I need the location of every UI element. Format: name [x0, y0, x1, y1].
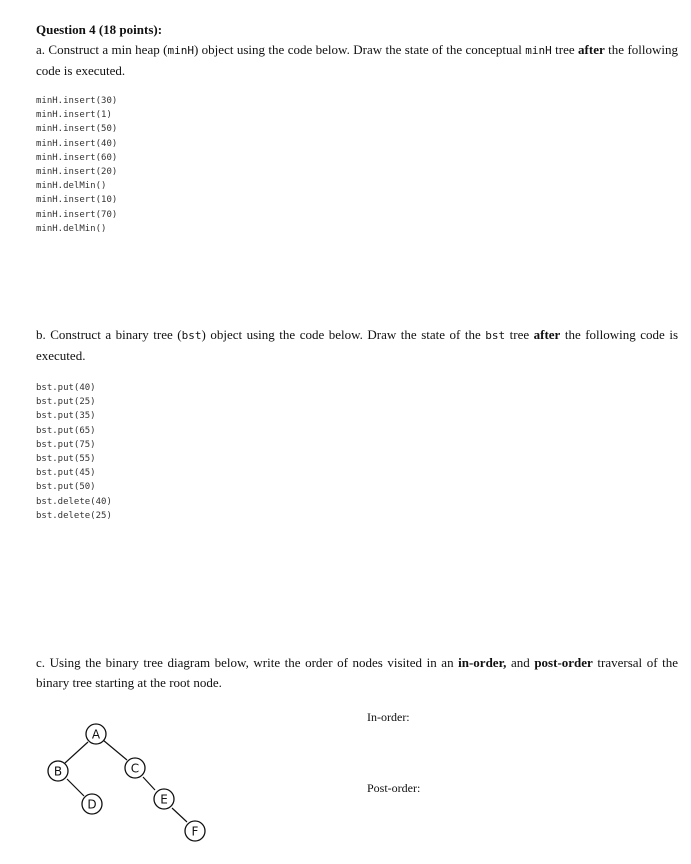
tree-node-b [48, 761, 68, 781]
tree-node-f [185, 821, 205, 841]
svg-text:A: A [91, 727, 101, 742]
minh-code-ref-2: minH [525, 44, 552, 57]
tree-edge [143, 777, 155, 790]
binary-tree-svg [36, 710, 216, 850]
code-line: minH.delMin() [36, 181, 107, 192]
code-line: minH.insert(40) [36, 138, 118, 149]
bst-code-ref-2: bst [485, 329, 506, 342]
part-b-instructions: b. Construct a binary tree (bst) object using the code below. Draw the state of the bst tree after the following code is executed. [36, 327, 679, 363]
code-line: minH.insert(60) [36, 152, 118, 163]
tree-edge [172, 808, 187, 822]
code-line: minH.insert(1) [36, 110, 112, 121]
part-a-instructions: a. Construct a min heap (minH) object using the code below. Draw the state of the conceptual minH tree after the following code is executed. [36, 42, 678, 78]
code-line: minH.insert(30) [36, 96, 118, 106]
tree-node-e [154, 789, 174, 809]
tree-node-d [82, 794, 102, 814]
part-c-instructions: c. Using the binary tree diagram below, write the order of nodes visited in an in-order, and post-order traversal of the binary tree starting at the root node. [36, 655, 678, 690]
tree-edge [67, 779, 84, 796]
code-line: bst.put(65) [36, 425, 96, 436]
code-line: minH.insert(50) [36, 124, 118, 135]
part-a-code-block [36, 94, 117, 236]
code-line: bst.put(55) [36, 454, 96, 465]
postorder-label: Post-order: [367, 781, 421, 795]
svg-text:D: D [87, 797, 97, 812]
code-line: bst.put(40) [36, 383, 96, 393]
svg-text:C: C [130, 761, 140, 776]
bst-code-ref: bst [181, 329, 202, 342]
tree-edge [103, 740, 127, 760]
code-line: bst.delete(25) [36, 510, 112, 521]
inorder-label: In-order: [367, 710, 410, 724]
code-line: minH.insert(70) [36, 209, 118, 220]
code-line: bst.put(75) [36, 439, 96, 450]
tree-node-a [86, 724, 106, 744]
svg-text:B: B [53, 764, 63, 779]
code-line: bst.put(25) [36, 397, 96, 408]
question-title: Question 4 (18 points): [36, 22, 163, 37]
code-line: minH.insert(10) [36, 195, 118, 206]
code-line: bst.put(45) [36, 468, 96, 479]
svg-text:F: F [191, 824, 199, 839]
tree-node-c [125, 758, 145, 778]
binary-tree-diagram [36, 710, 216, 850]
code-line: bst.put(50) [36, 482, 96, 493]
svg-text:E: E [160, 792, 168, 807]
code-line: bst.put(35) [36, 411, 96, 422]
code-line: minH.insert(20) [36, 167, 118, 178]
code-line: bst.delete(40) [36, 496, 112, 507]
tree-edge [65, 742, 88, 763]
part-b-code-block [36, 381, 112, 523]
code-line: minH.delMin() [36, 223, 107, 234]
minh-code-ref: minH [167, 44, 194, 57]
